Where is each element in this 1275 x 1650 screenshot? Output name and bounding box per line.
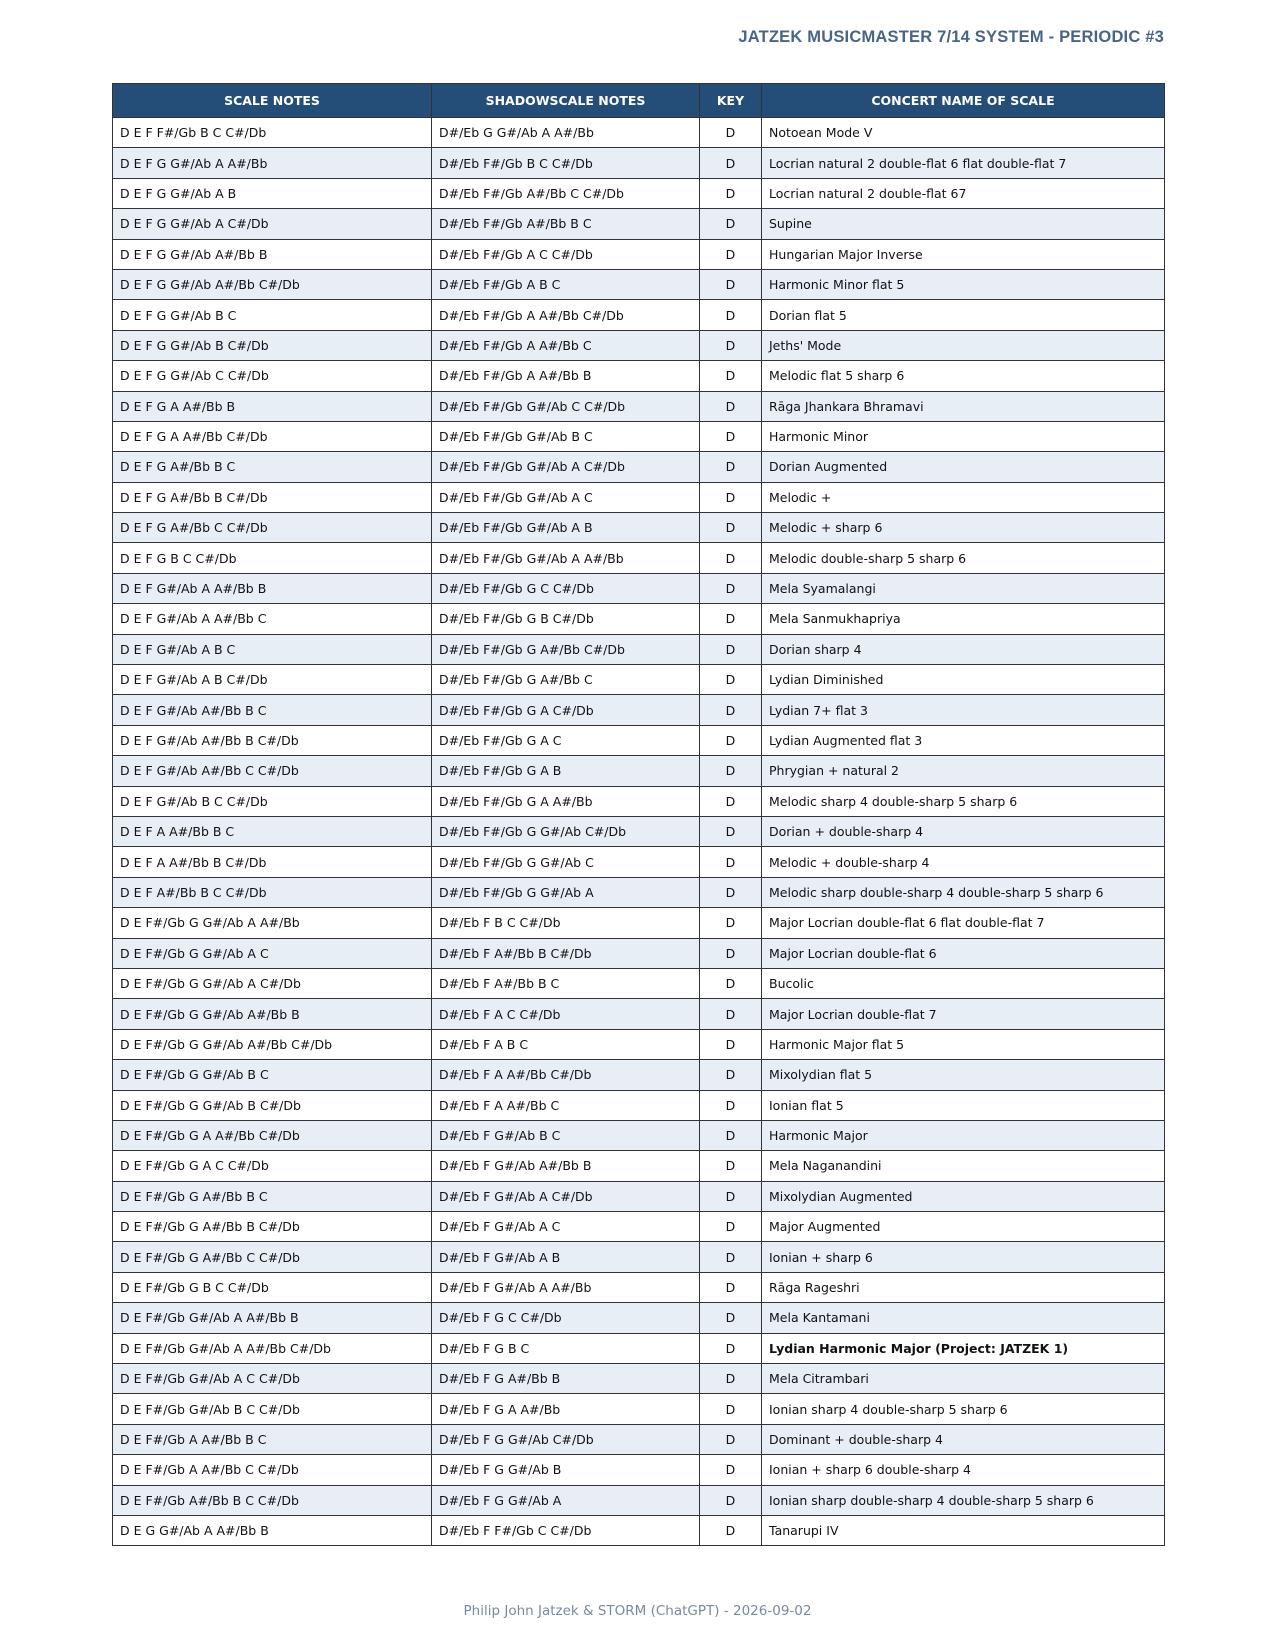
concert-name-cell: Lydian 7+ flat 3	[762, 695, 1165, 725]
concert-name-cell: Rāga Jhankara Bhramavi	[762, 391, 1165, 421]
scale-notes-cell: D E F G G#/Ab B C	[113, 300, 432, 330]
shadowscale-notes-cell: D#/Eb F#/Gb G G#/Ab C#/Db	[432, 816, 700, 846]
table-row	[113, 1120, 1165, 1150]
table-row	[113, 877, 1165, 907]
concert-name-cell: Locrian natural 2 double-flat 6 flat double-flat 7	[762, 148, 1165, 178]
scale-notes-cell: D E G G#/Ab A A#/Bb B	[113, 1515, 432, 1545]
scale-notes-cell: D E F G G#/Ab A B	[113, 178, 432, 208]
scale-notes-cell: D E F G#/Ab A B C#/Db	[113, 665, 432, 695]
scale-notes-cell: D E F#/Gb G A C C#/Db	[113, 1151, 432, 1181]
concert-name-cell: Melodic + sharp 6	[762, 513, 1165, 543]
table-row	[113, 1455, 1165, 1485]
concert-name-cell: Major Locrian double-flat 6 flat double-flat 7	[762, 908, 1165, 938]
shadowscale-notes-cell: D#/Eb F#/Gb G G#/Ab C	[432, 847, 700, 877]
table-row	[113, 695, 1165, 725]
table-body	[113, 118, 1165, 1546]
key-cell: D	[700, 361, 762, 391]
concert-name-cell: Bucolic	[762, 968, 1165, 998]
key-cell: D	[700, 148, 762, 178]
scale-notes-cell: D E F G A A#/Bb B	[113, 391, 432, 421]
scale-notes-cell: D E F#/Gb A#/Bb B C C#/Db	[113, 1485, 432, 1515]
scale-notes-cell: D E F G G#/Ab A#/Bb B	[113, 239, 432, 269]
scale-notes-cell: D E F#/Gb G A#/Bb C C#/Db	[113, 1242, 432, 1272]
shadowscale-notes-cell: D#/Eb F G#/Ab A#/Bb B	[432, 1151, 700, 1181]
concert-name-cell: Melodic sharp double-sharp 4 double-sharp 5 sharp 6	[762, 877, 1165, 907]
table-row	[113, 330, 1165, 360]
shadowscale-notes-cell: D#/Eb F G A A#/Bb	[432, 1394, 700, 1424]
table-row	[113, 634, 1165, 664]
scale-notes-cell: D E F G#/Ab A B C	[113, 634, 432, 664]
key-cell: D	[700, 877, 762, 907]
shadowscale-notes-cell: D#/Eb F#/Gb A B C	[432, 269, 700, 299]
scale-notes-cell: D E F#/Gb G A#/Bb B C	[113, 1181, 432, 1211]
concert-name-cell: Dominant + double-sharp 4	[762, 1424, 1165, 1454]
table-row	[113, 1424, 1165, 1454]
concert-name-cell: Dorian flat 5	[762, 300, 1165, 330]
shadowscale-notes-cell: D#/Eb F A A#/Bb C#/Db	[432, 1060, 700, 1090]
scale-notes-cell: D E F#/Gb A A#/Bb C C#/Db	[113, 1455, 432, 1485]
key-cell: D	[700, 1485, 762, 1515]
table-row	[113, 148, 1165, 178]
table-row	[113, 1394, 1165, 1424]
shadowscale-notes-cell: D#/Eb F G A#/Bb B	[432, 1364, 700, 1394]
scale-notes-cell: D E F#/Gb G A#/Bb B C#/Db	[113, 1212, 432, 1242]
shadowscale-notes-cell: D#/Eb F#/Gb A A#/Bb C	[432, 330, 700, 360]
concert-name-cell: Dorian + double-sharp 4	[762, 816, 1165, 846]
scale-notes-cell: D E F#/Gb G G#/Ab A A#/Bb	[113, 908, 432, 938]
page-title: JATZEK MUSICMASTER 7/14 SYSTEM - PERIODIC #3	[738, 28, 1164, 46]
scale-notes-cell: D E F#/Gb A A#/Bb B C	[113, 1424, 432, 1454]
concert-name-cell: Notoean Mode V	[762, 118, 1165, 148]
key-cell: D	[700, 1029, 762, 1059]
shadowscale-notes-cell: D#/Eb F F#/Gb C C#/Db	[432, 1515, 700, 1545]
concert-name-cell: Lydian Augmented flat 3	[762, 725, 1165, 755]
concert-name-cell: Jeths' Mode	[762, 330, 1165, 360]
key-cell: D	[700, 1394, 762, 1424]
shadowscale-notes-cell: D#/Eb F#/Gb G#/Ab B C	[432, 421, 700, 451]
concert-name-cell: Harmonic Major	[762, 1120, 1165, 1150]
table-row	[113, 239, 1165, 269]
table-row	[113, 1272, 1165, 1302]
shadowscale-notes-cell: D#/Eb F#/Gb G#/Ab C C#/Db	[432, 391, 700, 421]
scale-notes-cell: D E F#/Gb G G#/Ab A#/Bb C#/Db	[113, 1029, 432, 1059]
scale-notes-cell: D E F#/Gb G G#/Ab B C	[113, 1060, 432, 1090]
scale-notes-cell: D E F G G#/Ab B C#/Db	[113, 330, 432, 360]
scale-notes-cell: D E F G#/Ab A A#/Bb C	[113, 604, 432, 634]
concert-name-cell: Melodic double-sharp 5 sharp 6	[762, 543, 1165, 573]
concert-name-cell: Mela Sanmukhapriya	[762, 604, 1165, 634]
header-key: KEY	[700, 84, 762, 118]
key-cell: D	[700, 1515, 762, 1545]
scale-notes-cell: D E F G G#/Ab C C#/Db	[113, 361, 432, 391]
key-cell: D	[700, 1242, 762, 1272]
key-cell: D	[700, 908, 762, 938]
shadowscale-notes-cell: D#/Eb F#/Gb A C C#/Db	[432, 239, 700, 269]
table-row	[113, 1242, 1165, 1272]
concert-name-cell: Mela Naganandini	[762, 1151, 1165, 1181]
header-shadowscale-notes: SHADOWSCALE NOTES	[432, 84, 700, 118]
shadowscale-notes-cell: D#/Eb F#/Gb G#/Ab A C	[432, 482, 700, 512]
concert-name-cell: Ionian + sharp 6 double-sharp 4	[762, 1455, 1165, 1485]
shadowscale-notes-cell: D#/Eb F#/Gb G A B	[432, 756, 700, 786]
concert-name-cell: Dorian Augmented	[762, 452, 1165, 482]
table-row	[113, 665, 1165, 695]
key-cell: D	[700, 1090, 762, 1120]
shadowscale-notes-cell: D#/Eb F#/Gb G#/Ab A A#/Bb	[432, 543, 700, 573]
key-cell: D	[700, 695, 762, 725]
key-cell: D	[700, 1303, 762, 1333]
shadowscale-notes-cell: D#/Eb F G#/Ab A B	[432, 1242, 700, 1272]
key-cell: D	[700, 816, 762, 846]
scale-notes-cell: D E F G A#/Bb B C#/Db	[113, 482, 432, 512]
table-row	[113, 816, 1165, 846]
key-cell: D	[700, 604, 762, 634]
shadowscale-notes-cell: D#/Eb F#/Gb B C C#/Db	[432, 148, 700, 178]
header-concert-name: CONCERT NAME OF SCALE	[762, 84, 1165, 118]
key-cell: D	[700, 1364, 762, 1394]
table-row	[113, 725, 1165, 755]
scale-notes-cell: D E F#/Gb G G#/Ab A C	[113, 938, 432, 968]
shadowscale-notes-cell: D#/Eb F#/Gb G A A#/Bb	[432, 786, 700, 816]
shadowscale-notes-cell: D#/Eb F#/Gb A A#/Bb B	[432, 361, 700, 391]
scale-notes-cell: D E F G G#/Ab A#/Bb C#/Db	[113, 269, 432, 299]
table-row	[113, 513, 1165, 543]
concert-name-cell: Harmonic Minor	[762, 421, 1165, 451]
shadowscale-notes-cell: D#/Eb F A#/Bb B C	[432, 968, 700, 998]
concert-name-cell: Lydian Harmonic Major (Project: JATZEK 1)	[762, 1333, 1165, 1363]
concert-name-cell: Dorian sharp 4	[762, 634, 1165, 664]
key-cell: D	[700, 513, 762, 543]
concert-name-cell: Major Augmented	[762, 1212, 1165, 1242]
scale-notes-cell: D E F G B C C#/Db	[113, 543, 432, 573]
table-row	[113, 604, 1165, 634]
concert-name-cell: Major Locrian double-flat 7	[762, 999, 1165, 1029]
scale-notes-cell: D E F G#/Ab A#/Bb B C	[113, 695, 432, 725]
table-row	[113, 178, 1165, 208]
key-cell: D	[700, 1424, 762, 1454]
concert-name-cell: Major Locrian double-flat 6	[762, 938, 1165, 968]
concert-name-cell: Mixolydian Augmented	[762, 1181, 1165, 1211]
shadowscale-notes-cell: D#/Eb F#/Gb A#/Bb C C#/Db	[432, 178, 700, 208]
concert-name-cell: Mela Syamalangi	[762, 573, 1165, 603]
scale-notes-cell: D E F G A#/Bb C C#/Db	[113, 513, 432, 543]
concert-name-cell: Phrygian + natural 2	[762, 756, 1165, 786]
shadowscale-notes-cell: D#/Eb F G G#/Ab C#/Db	[432, 1424, 700, 1454]
shadowscale-notes-cell: D#/Eb F#/Gb G#/Ab A C#/Db	[432, 452, 700, 482]
shadowscale-notes-cell: D#/Eb F G#/Ab A A#/Bb	[432, 1272, 700, 1302]
concert-name-cell: Harmonic Minor flat 5	[762, 269, 1165, 299]
header-scale-notes: SCALE NOTES	[113, 84, 432, 118]
scale-notes-cell: D E F#/Gb G#/Ab A A#/Bb B	[113, 1303, 432, 1333]
concert-name-cell: Mela Kantamani	[762, 1303, 1165, 1333]
key-cell: D	[700, 421, 762, 451]
key-cell: D	[700, 999, 762, 1029]
shadowscale-notes-cell: D#/Eb F B C C#/Db	[432, 908, 700, 938]
key-cell: D	[700, 482, 762, 512]
table-row	[113, 1515, 1165, 1545]
key-cell: D	[700, 209, 762, 239]
key-cell: D	[700, 1272, 762, 1302]
shadowscale-notes-cell: D#/Eb F#/Gb A#/Bb B C	[432, 209, 700, 239]
key-cell: D	[700, 1455, 762, 1485]
scale-notes-cell: D E F G G#/Ab A A#/Bb	[113, 148, 432, 178]
scale-notes-cell: D E F#/Gb G G#/Ab B C#/Db	[113, 1090, 432, 1120]
table-row	[113, 573, 1165, 603]
key-cell: D	[700, 118, 762, 148]
shadowscale-notes-cell: D#/Eb F#/Gb G A C#/Db	[432, 695, 700, 725]
shadowscale-notes-cell: D#/Eb F A#/Bb B C#/Db	[432, 938, 700, 968]
table-row	[113, 391, 1165, 421]
key-cell: D	[700, 634, 762, 664]
shadowscale-notes-cell: D#/Eb F A A#/Bb C	[432, 1090, 700, 1120]
table-row	[113, 269, 1165, 299]
key-cell: D	[700, 543, 762, 573]
scale-notes-cell: D E F#/Gb G#/Ab B C C#/Db	[113, 1394, 432, 1424]
shadowscale-notes-cell: D#/Eb F G B C	[432, 1333, 700, 1363]
scale-notes-cell: D E F G A#/Bb B C	[113, 452, 432, 482]
table-row	[113, 209, 1165, 239]
scale-notes-cell: D E F A A#/Bb B C	[113, 816, 432, 846]
table-row	[113, 421, 1165, 451]
key-cell: D	[700, 847, 762, 877]
table-row	[113, 999, 1165, 1029]
table-header	[113, 84, 1165, 118]
scale-notes-cell: D E F G A A#/Bb C#/Db	[113, 421, 432, 451]
table-row	[113, 1212, 1165, 1242]
key-cell: D	[700, 786, 762, 816]
scale-notes-cell: D E F A A#/Bb B C#/Db	[113, 847, 432, 877]
shadowscale-notes-cell: D#/Eb F#/Gb G A C	[432, 725, 700, 755]
table-row	[113, 482, 1165, 512]
scale-notes-cell: D E F G#/Ab A#/Bb B C#/Db	[113, 725, 432, 755]
table-row	[113, 300, 1165, 330]
scale-notes-cell: D E F#/Gb G A A#/Bb C#/Db	[113, 1120, 432, 1150]
concert-name-cell: Tanarupi IV	[762, 1515, 1165, 1545]
key-cell: D	[700, 1333, 762, 1363]
key-cell: D	[700, 330, 762, 360]
table-row	[113, 1303, 1165, 1333]
shadowscale-notes-cell: D#/Eb F#/Gb G A#/Bb C	[432, 665, 700, 695]
concert-name-cell: Rāga Rageshri	[762, 1272, 1165, 1302]
key-cell: D	[700, 300, 762, 330]
table-row	[113, 1485, 1165, 1515]
table-row	[113, 361, 1165, 391]
scale-notes-cell: D E F G#/Ab B C C#/Db	[113, 786, 432, 816]
key-cell: D	[700, 1060, 762, 1090]
concert-name-cell: Melodic +	[762, 482, 1165, 512]
key-cell: D	[700, 269, 762, 299]
shadowscale-notes-cell: D#/Eb F#/Gb G G#/Ab A	[432, 877, 700, 907]
scale-notes-cell: D E F A#/Bb B C C#/Db	[113, 877, 432, 907]
table-row	[113, 1090, 1165, 1120]
header-row	[113, 84, 1165, 118]
scale-notes-cell: D E F#/Gb G G#/Ab A#/Bb B	[113, 999, 432, 1029]
key-cell: D	[700, 391, 762, 421]
shadowscale-notes-cell: D#/Eb G G#/Ab A A#/Bb	[432, 118, 700, 148]
concert-name-cell: Melodic flat 5 sharp 6	[762, 361, 1165, 391]
shadowscale-notes-cell: D#/Eb F#/Gb G C C#/Db	[432, 573, 700, 603]
table-row	[113, 1029, 1165, 1059]
shadowscale-notes-cell: D#/Eb F G#/Ab A C	[432, 1212, 700, 1242]
key-cell: D	[700, 938, 762, 968]
shadowscale-notes-cell: D#/Eb F G#/Ab A C#/Db	[432, 1181, 700, 1211]
shadowscale-notes-cell: D#/Eb F#/Gb G A#/Bb C#/Db	[432, 634, 700, 664]
table-row	[113, 786, 1165, 816]
shadowscale-notes-cell: D#/Eb F G G#/Ab B	[432, 1455, 700, 1485]
shadowscale-notes-cell: D#/Eb F G#/Ab B C	[432, 1120, 700, 1150]
table-row	[113, 118, 1165, 148]
table-row	[113, 1060, 1165, 1090]
key-cell: D	[700, 452, 762, 482]
scale-notes-cell: D E F F#/Gb B C C#/Db	[113, 118, 432, 148]
table-row	[113, 543, 1165, 573]
concert-name-cell: Mela Citrambari	[762, 1364, 1165, 1394]
shadowscale-notes-cell: D#/Eb F G C C#/Db	[432, 1303, 700, 1333]
key-cell: D	[700, 1181, 762, 1211]
table-row	[113, 756, 1165, 786]
scale-notes-cell: D E F#/Gb G B C C#/Db	[113, 1272, 432, 1302]
concert-name-cell: Supine	[762, 209, 1165, 239]
scale-notes-cell: D E F G#/Ab A A#/Bb B	[113, 573, 432, 603]
concert-name-cell: Lydian Diminished	[762, 665, 1165, 695]
concert-name-cell: Melodic sharp 4 double-sharp 5 sharp 6	[762, 786, 1165, 816]
key-cell: D	[700, 1120, 762, 1150]
shadowscale-notes-cell: D#/Eb F A B C	[432, 1029, 700, 1059]
concert-name-cell: Harmonic Major flat 5	[762, 1029, 1165, 1059]
scale-notes-cell: D E F G G#/Ab A C#/Db	[113, 209, 432, 239]
table-row	[113, 847, 1165, 877]
table-row	[113, 1151, 1165, 1181]
shadowscale-notes-cell: D#/Eb F G G#/Ab A	[432, 1485, 700, 1515]
concert-name-cell: Ionian + sharp 6	[762, 1242, 1165, 1272]
key-cell: D	[700, 756, 762, 786]
concert-name-cell: Ionian sharp 4 double-sharp 5 sharp 6	[762, 1394, 1165, 1424]
scale-notes-cell: D E F G#/Ab A#/Bb C C#/Db	[113, 756, 432, 786]
table-row	[113, 1333, 1165, 1363]
key-cell: D	[700, 573, 762, 603]
key-cell: D	[700, 1151, 762, 1181]
table-row	[113, 938, 1165, 968]
scales-table	[112, 83, 1165, 1546]
concert-name-cell: Mixolydian flat 5	[762, 1060, 1165, 1090]
table-row	[113, 1364, 1165, 1394]
page-footer: Philip John Jatzek & STORM (ChatGPT) - 2026-09-02	[463, 1603, 812, 1619]
scale-notes-cell: D E F#/Gb G#/Ab A A#/Bb C#/Db	[113, 1333, 432, 1363]
key-cell: D	[700, 725, 762, 755]
table-row	[113, 908, 1165, 938]
shadowscale-notes-cell: D#/Eb F#/Gb G B C#/Db	[432, 604, 700, 634]
table-row	[113, 452, 1165, 482]
shadowscale-notes-cell: D#/Eb F#/Gb A A#/Bb C#/Db	[432, 300, 700, 330]
key-cell: D	[700, 239, 762, 269]
scale-notes-cell: D E F#/Gb G G#/Ab A C#/Db	[113, 968, 432, 998]
table-row	[113, 1181, 1165, 1211]
concert-name-cell: Locrian natural 2 double-flat 67	[762, 178, 1165, 208]
shadowscale-notes-cell: D#/Eb F A C C#/Db	[432, 999, 700, 1029]
concert-name-cell: Hungarian Major Inverse	[762, 239, 1165, 269]
key-cell: D	[700, 1212, 762, 1242]
key-cell: D	[700, 178, 762, 208]
scale-notes-cell: D E F#/Gb G#/Ab A C C#/Db	[113, 1364, 432, 1394]
table-row	[113, 968, 1165, 998]
key-cell: D	[700, 665, 762, 695]
concert-name-cell: Ionian sharp double-sharp 4 double-sharp 5 sharp 6	[762, 1485, 1165, 1515]
key-cell: D	[700, 968, 762, 998]
concert-name-cell: Melodic + double-sharp 4	[762, 847, 1165, 877]
concert-name-cell: Ionian flat 5	[762, 1090, 1165, 1120]
shadowscale-notes-cell: D#/Eb F#/Gb G#/Ab A B	[432, 513, 700, 543]
